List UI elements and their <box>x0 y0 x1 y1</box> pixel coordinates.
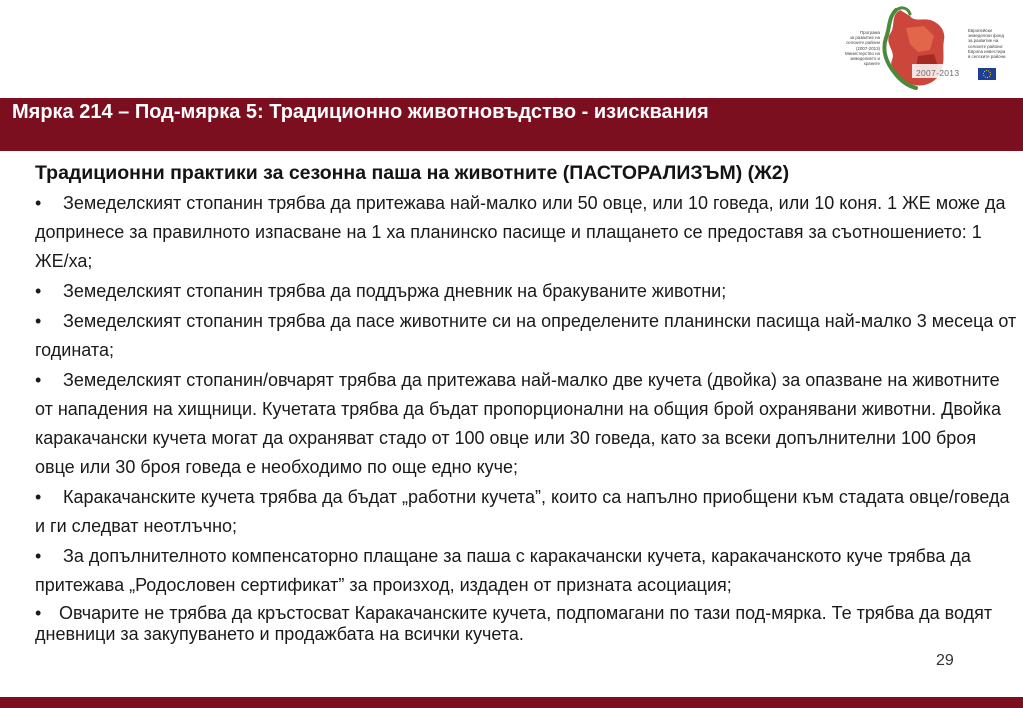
fund-caption <box>968 28 1020 59</box>
bullet-marker: • <box>35 546 42 566</box>
fund-caption-line: в селските райони <box>968 54 1006 60</box>
program-caption-line: селските райони <box>846 40 880 46</box>
fund-caption-line: Европа инвестира <box>968 48 1006 54</box>
list-item <box>35 307 1020 365</box>
logo-period: 2007-2013 <box>916 68 960 78</box>
bullet-marker: • <box>35 311 42 331</box>
page-number: 29 <box>936 652 954 669</box>
program-logo <box>826 4 1018 96</box>
list-item-text: За допълнителното компенсаторно плащане за паша с каракачански кучета, каракачанското куче трябва да притежава „Родословен сертификат” за произход, издаден от призната асоциация; <box>35 546 971 595</box>
list-item <box>35 542 1020 600</box>
list-item-text: Земеделският стопанин трябва да пасе животните си на определените планински пасища най-малко 3 месеца от годината; <box>35 311 1017 360</box>
list-item-text: Каракачанските кучета трябва да бъдат „работни кучета”, които са напълно приобщени към стадата овце/говеда и ги следват неотлъчно; <box>35 487 1010 536</box>
list-item <box>35 366 1020 482</box>
list-item <box>35 603 1020 645</box>
fund-caption-line: Европейски <box>968 28 992 33</box>
bullet-marker: • <box>35 370 42 390</box>
fund-caption-line: за развитие на <box>968 38 999 44</box>
slide-content <box>35 158 1020 645</box>
program-caption-line: Министерство на <box>844 50 880 56</box>
eu-flag-icon <box>978 68 996 80</box>
program-caption-line: (2007-2013) <box>856 45 880 51</box>
program-caption-line: за развитие на <box>849 35 880 41</box>
bullet-marker: • <box>35 603 42 623</box>
bullet-marker: • <box>35 281 42 301</box>
footer-bar <box>0 697 1023 708</box>
program-caption-line: храните <box>863 61 880 67</box>
fund-caption-line: земеделски фонд <box>968 33 1005 39</box>
list-item <box>35 189 1020 276</box>
program-caption-line: Програма <box>860 30 880 35</box>
list-item-text: Земеделският стопанин трябва да поддържа дневник на бракуваните животни; <box>63 281 727 301</box>
list-item <box>35 483 1020 541</box>
list-item-text: Земеделският стопанин трябва да притежава най-малко или 50 овце, или 10 говеда, или 10 коня. 1 ЖЕ може да допринесе за правилното изпасване на 1 ха планинско пасище и плащането се предоставя за съотношението: 1 ЖЕ/ха; <box>35 193 1006 271</box>
list-item-text: Овчарите не трябва да кръстосват Каракачанските кучета, подпомагани по тази под-мярка. Те трябва да водят дневници за закупуването и продажбата на всички кучета. <box>35 603 993 644</box>
bullet-marker: • <box>35 193 42 213</box>
bullet-marker: • <box>35 487 42 507</box>
program-caption-line: земеделието и <box>849 56 880 62</box>
section-heading: Традиционни практики за сезонна паша на животните (ПАСТОРАЛИЗЪМ) (Ж2) <box>35 162 790 184</box>
list-item <box>35 277 1020 306</box>
fund-caption-line: селските райони: <box>968 43 1004 49</box>
slide-title: Мярка 214 – Под-мярка 5: Традиционно животновъдство - изисквания <box>12 101 709 123</box>
list-item-text: Земеделският стопанин/овчарят трябва да притежава най-малко две кучета (двойка) за опазване на животните от нападения на хищници. Кучетата трябва да бъдат пропорционални на общия брой охранявани животни. Двойка каракачански кучета могат да охраняват стадо от 100 овце или 30 говеда, като за всеки допълнителни 100 броя овце или 30 броя говеда е необходимо по още едно куче; <box>35 370 1002 477</box>
